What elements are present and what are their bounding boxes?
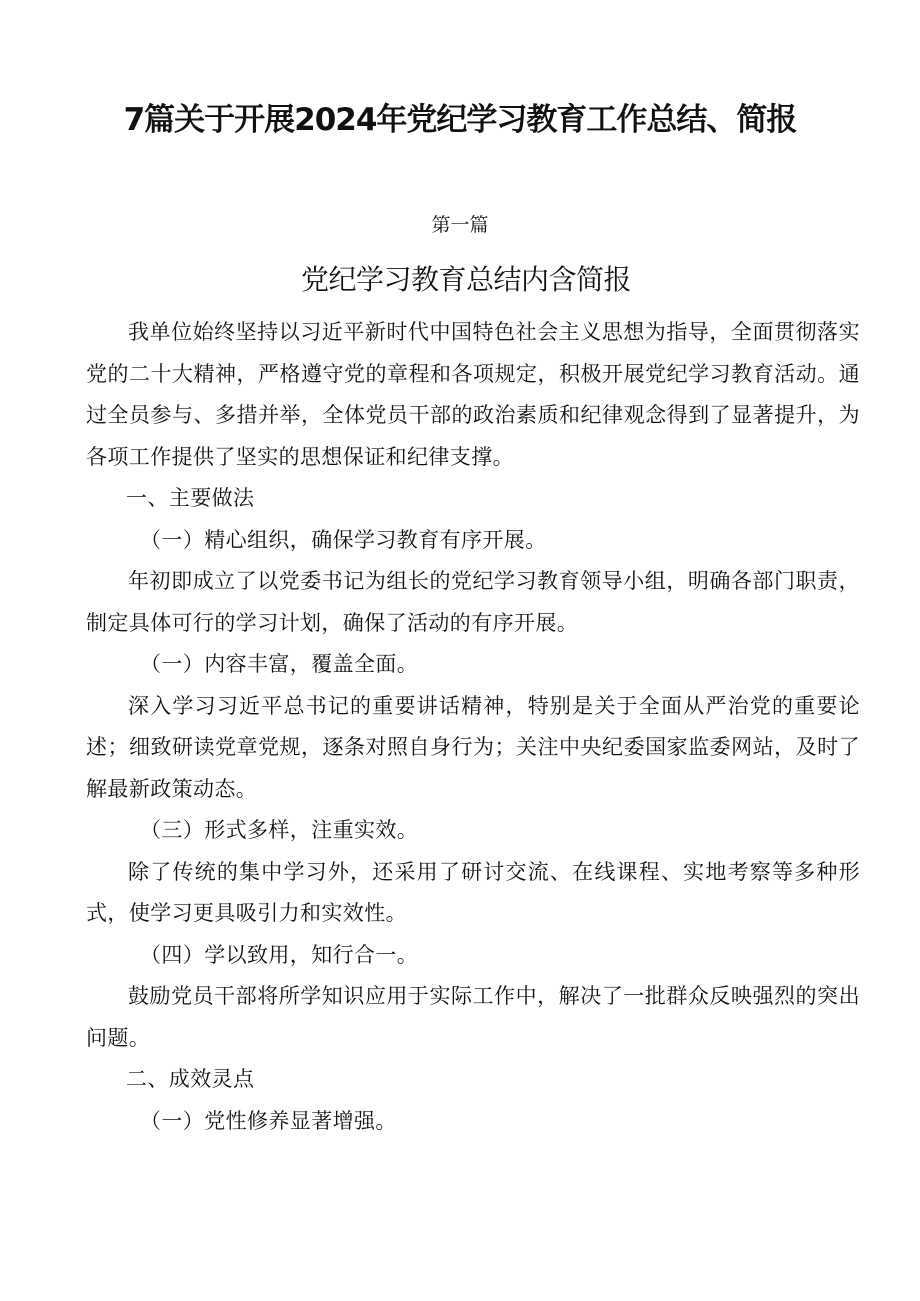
- subheading-content: （一）内容丰富，覆盖全面。: [140, 652, 419, 676]
- section-title: 党纪学习教育总结内含简报: [300, 263, 631, 296]
- heading-results: 二、成效灵点: [126, 1067, 255, 1091]
- document-title: 7篇关于开展2024年党纪学习教育工作总结、简报: [123, 102, 797, 138]
- paragraph-content: 深入学习习近平总书记的重要讲话精神，特别是关于全面从严治党的重要论述；细致研读党章党规，逐条对照自身行为；关注中央纪委国家监委网站，及时了解最新政策动态。: [86, 693, 860, 801]
- heading-main-practices: 一、主要做法: [126, 486, 255, 510]
- paragraph-forms: 除了传统的集中学习外，还采用了研讨交流、在线课程、实地考察等多种形式，使学习更具吸引力和实效性。: [86, 859, 860, 925]
- paragraph-application: 鼓励党员干部将所学知识应用于实际工作中，解决了一批群众反映强烈的突出问题。: [86, 984, 860, 1050]
- subheading-organization: （一）精心组织，确保学习教育有序开展。: [140, 527, 547, 552]
- chapter-label: 第一篇: [431, 214, 489, 236]
- subheading-forms: （三）形式多样，注重实效。: [140, 818, 419, 842]
- document-body: [86, 312, 860, 1142]
- intro-paragraph: 我单位始终坚持以习近平新时代中国特色社会主义思想为指导，全面贯彻落实党的二十大精神，严格遵守党的章程和各项规定，积极开展党纪学习教育活动。通过全员参与、多措并举，全体党员干部的政治素质和纪律观念得到了显著提升，为各项工作提供了坚实的思想保证和纪律支撑。: [86, 320, 860, 469]
- paragraph-organization: 年初即成立了以党委书记为组长的党纪学习教育领导小组，明确各部门职责，制定具体可行的学习计划，确保了活动的有序开展。: [86, 569, 860, 635]
- subheading-application: （四）学以致用，知行合一。: [140, 942, 419, 967]
- subheading-party-spirit: （一）党性修养显著增强。: [140, 1108, 397, 1133]
